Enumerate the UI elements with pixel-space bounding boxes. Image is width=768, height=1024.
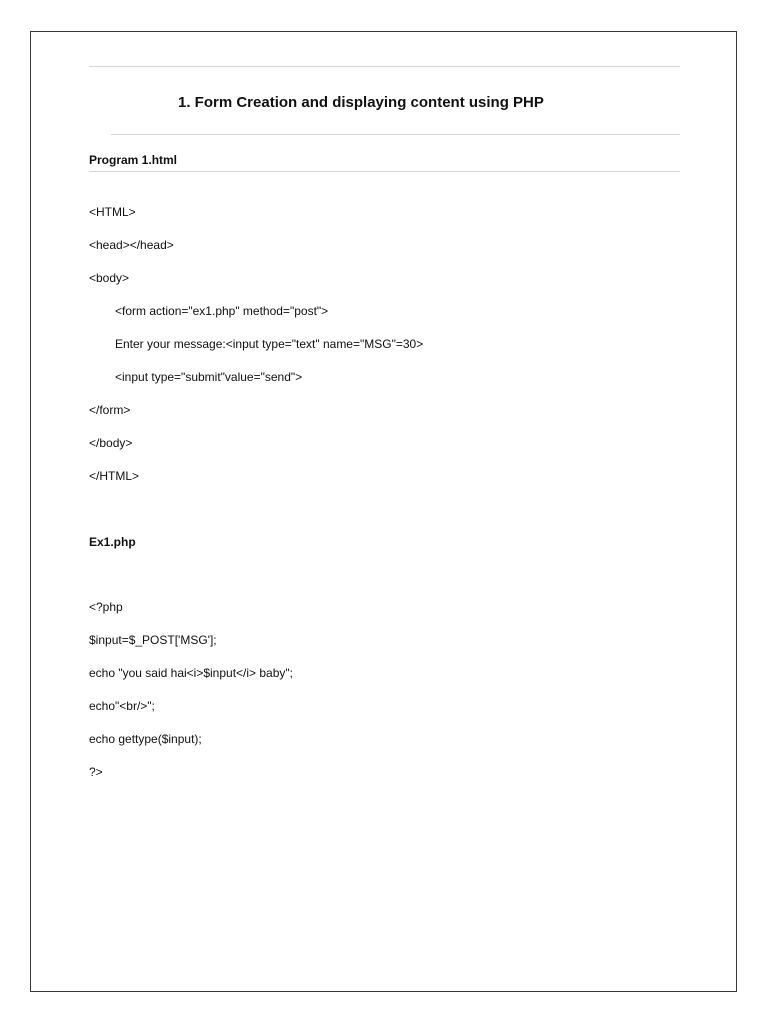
document-title: 1. Form Creation and displaying content using PHP	[178, 94, 544, 111]
code-line: <HTML>	[89, 205, 136, 219]
code-line: <body>	[89, 271, 130, 285]
code-line: <input type="submit"value="send">	[115, 370, 303, 384]
code-line: Enter your message:<input type="text" name="MSG"=30>	[115, 337, 424, 351]
code-line: </body>	[89, 436, 133, 450]
code-line: </HTML>	[89, 469, 140, 483]
code-line: echo"<br/>";	[89, 699, 155, 713]
code-line: echo "you said hai<i>$input</i> baby";	[89, 666, 293, 680]
code-line: <?php	[89, 600, 123, 614]
code-line: <head></head>	[89, 238, 174, 252]
section-heading-ex1-php: Ex1.php	[89, 535, 136, 549]
code-line: $input=$_POST['MSG'];	[89, 633, 217, 647]
divider-top	[89, 66, 680, 67]
divider-section	[89, 171, 680, 172]
page-border	[30, 31, 737, 992]
divider-title	[111, 134, 680, 135]
code-line: <form action="ex1.php" method="post">	[115, 304, 329, 318]
code-line: ?>	[89, 765, 103, 779]
code-line: echo gettype($input);	[89, 732, 202, 746]
code-line: </form>	[89, 403, 131, 417]
section-heading-program-html: Program 1.html	[89, 153, 178, 167]
